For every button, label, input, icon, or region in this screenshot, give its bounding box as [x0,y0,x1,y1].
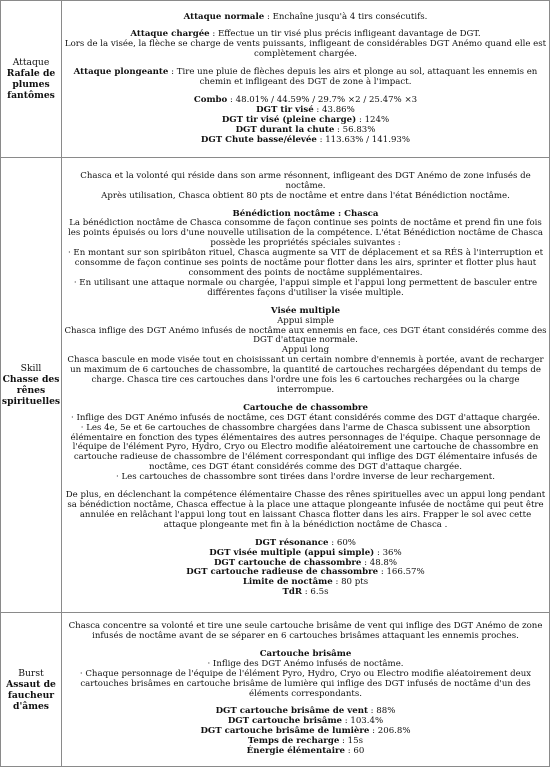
skill-type: Skill [20,363,42,374]
section-title: Bénédiction noctâme : Chasca [232,208,379,219]
section-title: Cartouche brisâme [259,648,352,659]
section-title: Cartouche de chassombre [243,402,368,413]
row-label-burst [1,613,62,767]
stat-line: DGT cartouche de chassombre : 48.8% [213,557,398,568]
row-label-skill [1,158,62,613]
section-text: · Les 4e, 5e et 6e cartouches de chassombre chargées dans l'arme de Chasca subissent une absorption élémentaire en fonction des types élémentaires des autres personnages de l'équipe. Chaque personnage de l'équipe de l'élément Pyro, Hydro, Cryo ou Electro modifie aléatoirement une cartouche de chassombre en cartouche radieuse de chassombre de l'élément correspondant qui inflige des DGT élémentaire infusés de noctâme, ces DGT étant considérés comme des DGT d'attaque chargée. [70,422,541,473]
row-content-attack [62,1,550,158]
subsection-title: Appui simple [277,315,334,326]
stat-line: DGT durant la chute : 56.83% [235,124,376,135]
section-text: La bénédiction noctâme de Chasca consomme de façon continue ses points de noctâme et prend fin une fois les points épuisés ou lors d'une nouvelle utilisation de la compétence. L'état Bénédiction noctâme de Chasca possède les propriétés spéciales suivantes : [68,218,543,249]
section-text: Chasca bascule en mode visée tout en choisissant un certain nombre d'ennemis à portée, avant de recharger un maximum de 6 cartouches de chassombre, la quantité de cartouches rechargées dépendant du temps de charge. Chasca tire ces cartouches dans l'ordre une fois les 6 cartouches rechargées ou la charge interrompue. [67,355,544,395]
table-row [1,1,550,158]
stat-line: Combo : 48.01% / 44.59% / 29.7% ×2 / 25.47% ×3 [193,94,418,105]
stat-line: Énergie élémentaire : 60 [246,746,365,757]
section-text: · En montant sur son spiribâton rituel, Chasca augmente sa VIT de déplacement et sa RÉS à l'interruption et consomme de façon continue ses points de noctâme pour flotter dans les airs, sprinter et flotter plus haut consomment des points de noctâme supplémentaires. [67,248,544,278]
stat-line: DGT tir visé : 43.86% [256,104,355,115]
section-title: Visée multiple [270,305,341,316]
burst-intro: Chasca concentre sa volonté et tire une seule cartouche brisâme de vent qui inflige des DGT Anémo de zone infusés de noctâme avant de se séparer en 6 cartouches brisâmes attaquant les ennemis proches. [68,621,543,641]
charged-attack: Attaque chargée : Effectue un tir visé plus précis infligeant davantage de DGT. [130,29,481,40]
skill-name: Chasse des rênes spirituelles [1,374,61,407]
stat-line: DGT cartouche brisâme de lumière : 206.8% [200,726,411,737]
stat-line: Temps de recharge : 15s [247,736,364,747]
charged-attack-detail: Lors de la visée, la flèche se charge de vents puissants, infligeant de considérables DGT Anémo quand elle est complètement chargée. [64,39,547,60]
section-text: · En utilisant une attaque normale ou chargée, l'appui simple et l'appui long permettent de basculer entre différentes façons d'utiliser la visée multiple. [73,277,538,298]
stat-line: DGT cartouche brisâme : 103.4% [227,716,384,727]
normal-attack: Attaque normale : Enchaîne jusqu'à 4 tirs consécutifs. [183,11,428,22]
stat-line: DGT Chute basse/élevée : 113.63% / 141.93% [200,134,411,145]
skill-name: Rafale de plumes fantômes [6,68,56,101]
skill-name: Assaut de faucheur d'âmes [6,678,56,712]
stat-line: DGT résonance : 60% [255,537,356,548]
stat-line: DGT cartouche brisâme de vent : 88% [215,706,396,717]
section-text: De plus, en déclenchant la compétence élémentaire Chasse des rênes spirituelles avec un appui long pendant sa bénédiction noctâme, Chasca effectue à la place une attaque plongeante infusée de noctâme qui peut être annulée en relâchant l'appui long tout en laissant Chasca flotter dans les airs. Frapper le sol avec cette attaque plongeante met fin à la bénédiction noctâme de Chasca . [65,490,546,530]
skill-type: Burst [18,667,44,679]
skill-intro: Chasca et la volonté qui réside dans son arme résonnent, infligeant des DGT Anémo de zone infusés de noctâme. [80,170,531,191]
section-text: · Chaque personnage de l'équipe de l'élément Pyro, Hydro, Cryo ou Electro modifie aléatoirement deux cartouches brisâmes en cartouche brisâme de lumière qui inflige des DGT infusés de noctâme d'un des éléments correspondants. [79,668,532,699]
section-text: · Les cartouches de chassombre sont tirées dans l'ordre inverse de leur rechargement. [116,472,495,483]
stat-line: DGT tir visé (pleine charge) : 124% [221,114,390,125]
section-text: · Inflige des DGT Anémo infusés de noctâme, ces DGT étant considérés comme des DGT d'attaque chargée. [71,412,540,423]
row-content-burst [62,613,550,767]
stat-line: DGT cartouche radieuse de chassombre : 166.57% [186,567,425,578]
section-text: Chasca inflige des DGT Anémo infusés de noctâme aux ennemis en face, ces DGT étant considérés comme des DGT d'attaque normale. [64,325,547,346]
stat-line: TdR : 6.5s [282,587,329,598]
table-row [1,613,550,767]
stat-line: Limite de noctâme : 80 pts [242,577,369,588]
skill-intro: Après utilisation, Chasca obtient 80 pts de noctâme et entre dans l'état Bénédiction noctâme. [101,190,510,201]
section-text: · Inflige des DGT Anémo infusés de noctâme. [207,658,404,669]
row-label-attack [1,1,62,158]
plunging-attack: Attaque plongeante : Tire une pluie de flèches depuis les airs et plonge au sol, attaquant les ennemis en chemin et infligeant des DGT de zone à l'impact. [73,67,538,88]
stat-line: DGT visée multiple (appui simple) : 36% [209,547,402,558]
row-content-skill [62,158,550,613]
subsection-title: Appui long [281,345,330,356]
table-row [1,158,550,613]
skill-type: Attaque [12,57,50,68]
